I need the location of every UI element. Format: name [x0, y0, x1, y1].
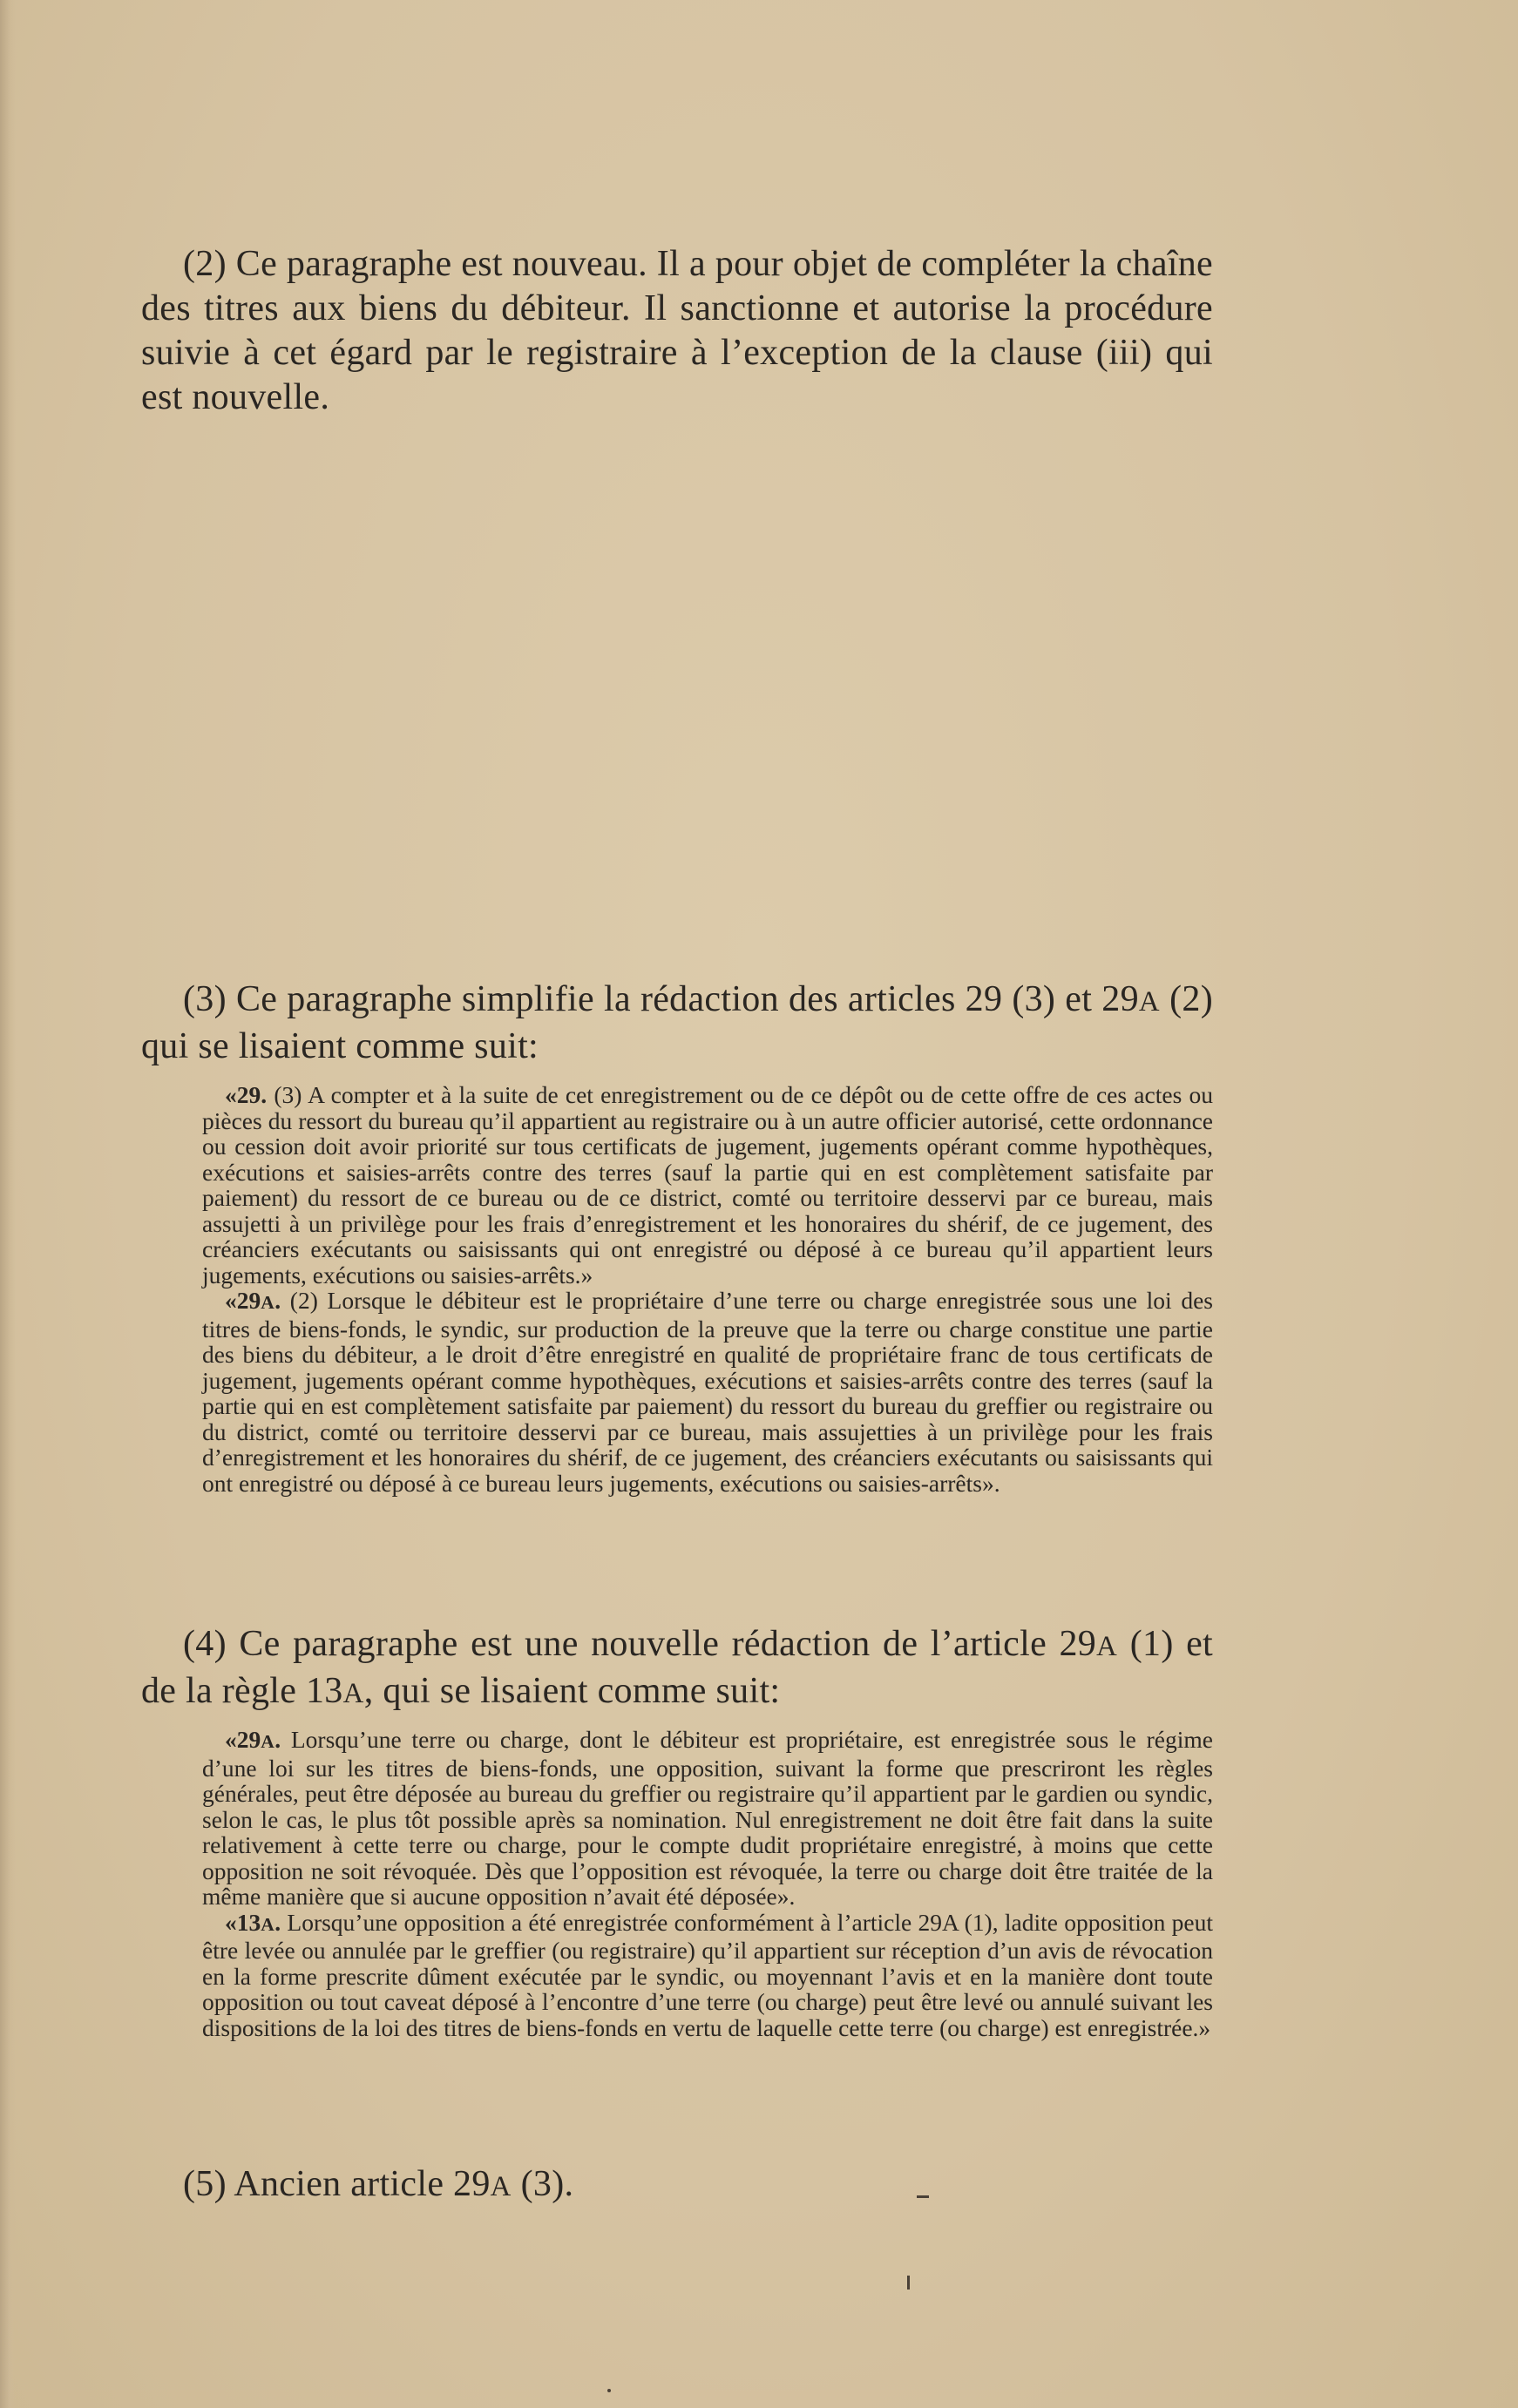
section-4-quotes — [202, 1727, 1213, 2040]
section-3-intro-sc: A — [1138, 986, 1161, 1018]
section-5-text-end: (3). — [511, 2164, 574, 2204]
quote-ref — [225, 1909, 281, 1936]
quote-text: Lorsqu’une terre ou charge, dont le débiteur est propriétaire, est enregistrée sous le régime d’une loi sur les titres de biens-fonds, une opposition, suivant la forme que prescriront les règles générales, peut être déposée au bureau du greffier ou registraire qu’il appartient par le gardien ou syndic, selon le cas, le plus tôt possible après sa nomination. Nul enregistrement ne doit être fait dans la suite relativement à cette terre ou charge, pour le compte dudit propriétaire enregistré, à moins que cette opposition ne soit révoquée. Dès que l’opposition est révoquée, la terre ou charge doit être traitée de la même manière que si aucune opposition n’avait été déposée». — [202, 1726, 1213, 1910]
quote-ref-sc: A — [261, 1731, 275, 1752]
quote-article-29a-2 — [202, 1288, 1213, 1496]
section-5 — [141, 2162, 1213, 2209]
section-3-quotes — [202, 1082, 1213, 1496]
quote-ref-dot: . — [274, 1726, 281, 1753]
section-5-line — [141, 2162, 1213, 2209]
section-4-intro — [141, 1622, 1213, 1716]
scan-speck — [607, 2389, 611, 2392]
scan-speck — [917, 2195, 929, 2198]
quote-article-29-3 — [202, 1082, 1213, 1288]
section-3-intro — [141, 977, 1213, 1069]
section-4-intro-text-end: , qui se lisaient comme suit: — [363, 1671, 781, 1711]
quote-ref — [225, 1287, 281, 1314]
page-edge-shadow — [0, 0, 16, 2408]
scan-speck — [907, 2276, 910, 2290]
section-4-intro-sc: A — [1096, 1631, 1118, 1662]
quote-ref-dot: . — [274, 1287, 281, 1314]
section-3-intro-text: (3) Ce paragraphe simplifie la rédaction des articles 29 (3) et 29 — [183, 979, 1139, 1019]
section-4 — [141, 1622, 1213, 1716]
quote-ref-sc: A — [261, 1913, 275, 1935]
section-4-intro-text-mid: (1) et de la règle 13 — [141, 1624, 1213, 1711]
quote-text: (3) A compter et à la suite de cet enregistrement ou de ce dépôt ou de cette offre de ces actes ou pièces du ressort du bureau qu’il appartient au registraire ou à un autre officier autorisé, cette ordonnance ou cession doit avoir priorité sur tous certificats de jugement, jugements opérant comme hypothèques, exécutions et saisies-arrêts contre des terres (sauf la partie qui en est complètement satisfaite par paiement) du ressort de ce bureau ou de ce district, comté ou territoire desservi par ce bureau, mais assujetti à un privilège pour les frais d’enregistrement et les honoraires du shérif, de ce jugement, des créanciers exécutants ou saisissants qui ont enregistré ou déposé à ce bureau qu’il appartient leurs jugements, exécutions ou saisies-arrêts.» — [202, 1081, 1213, 1289]
quote-ref-num: «13 — [225, 1908, 261, 1936]
section-5-text: (5) Ancien article 29 — [183, 2164, 491, 2204]
quote-ref-sc: A — [261, 1292, 275, 1313]
quote-ref-num: «29 — [225, 1726, 261, 1753]
quote-ref-dot: . — [274, 1908, 281, 1936]
quote-ref — [225, 1726, 281, 1753]
section-3 — [141, 977, 1213, 1069]
section-4-intro-sc2: A — [342, 1678, 364, 1709]
quote-article-29a-1 — [202, 1727, 1213, 1910]
section-5-sc: A — [490, 2171, 512, 2202]
quote-ref: «29. — [225, 1081, 268, 1108]
quote-text: (2) Lorsque le débiteur est le propriétaire d’une terre ou charge enregistrée sous une loi des titres de biens-fonds, le syndic, sur production de la preuve que la terre ou charge constitue une partie des biens du débiteur, a le droit d’être enregistré en qualité de propriétaire franc de tous certificats de jugement, jugements opérant comme hypothèques, exécutions et saisies-arrêts contre des terres (sauf la partie qui en est complètement satisfaite par paiement) du ressort du bureau du greffier ou registraire ou du district, comté ou territoire desservi par ce bureau, mais assujetties à un privilège pour les frais d’enregistrement et les honoraires du shérif, de ce jugement, des créanciers exécutants ou saisissants qui ont enregistré ou déposé à ce bureau leurs jugements, exécutions ou saisies-arrêts». — [202, 1287, 1213, 1497]
section-4-intro-text: (4) Ce paragraphe est une nouvelle rédaction de l’article 29 — [183, 1624, 1097, 1664]
quote-rule-13a — [202, 1910, 1213, 2041]
section-2-paragraph: (2) Ce paragraphe est nouveau. Il a pour objet de compléter la chaîne des titres aux biens du débiteur. Il sanctionne et autorise la procédure suivie à cet égard par le registraire à l’exception de la clause (iii) qui est nouvelle. — [141, 244, 1213, 417]
quote-ref-num: «29 — [225, 1287, 261, 1314]
section-2 — [141, 242, 1213, 420]
section-3-intro-text-end: (2) qui se lisaient comme suit: — [141, 979, 1213, 1066]
quote-text: Lorsqu’une opposition a été enregistrée conformément à l’article 29A (1), ladite opposition peut être levée ou annulée par le greffier (ou registraire) qu’il appartient sur réception d’un avis de révocation en la forme prescrite dûment exécutée par le syndic, ou moyennant l’avis et en la manière dont toute opposition ou tout caveat déposé à l’encontre d’une terre (ou charge) peut être levé ou annulé suivant les dispositions de la loi des titres de biens-fonds en vertu de laquelle cette terre (ou charge) est enregistrée.» — [202, 1908, 1213, 2041]
